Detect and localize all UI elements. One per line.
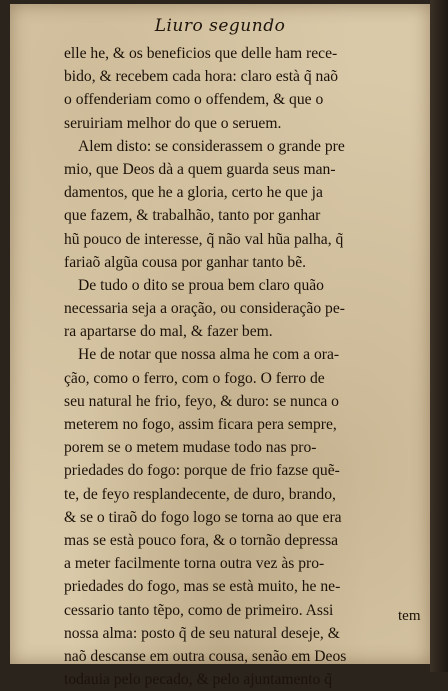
text-line: mas se està pouco fora, & o tornão depressa xyxy=(64,531,339,549)
text-line: meterem no fogo, assim ficara pera sempre, xyxy=(64,416,337,433)
text-line: He de notar que nossa alma he com a ora- xyxy=(78,346,340,364)
running-title: Liuro segundo xyxy=(154,16,286,36)
text-line: hũ pouco de interesse, q̃ não val hũa palha, q̃ xyxy=(64,230,344,248)
text-line: ra apartarse do mal, & fazer bem. xyxy=(64,323,273,341)
page-text xyxy=(64,42,434,691)
text-line: ção, como o ferro, com o fogo. O ferro de xyxy=(64,369,325,387)
text-line: damentos, que he a gloria, certo he que ja xyxy=(64,184,323,202)
book-page xyxy=(10,4,430,689)
text-line: nossa alma: posto q̃ de seu natural deseje, & xyxy=(64,624,340,642)
text-line: mio, que Deos dà a quem guarda seus man- xyxy=(64,160,336,178)
text-line: De tudo o dito se proua bem claro quão xyxy=(78,276,324,294)
text-line: porem se o metem mudase todo nas pro- xyxy=(64,439,317,457)
text-line: a meter facilmente torna outra vez às pro- xyxy=(64,555,325,573)
text-line: cessario tanto tẽpo, como de primeiro. Assi xyxy=(64,601,334,619)
text-line: que fazem, & trabalhão, tanto por ganhar xyxy=(64,207,321,225)
catchword: tem xyxy=(398,608,421,624)
text-line: todauia pelo pecado, & pelo ajuntamento q̃ xyxy=(64,671,333,689)
text-line: fariaõ algũa cousa por ganhar tanto bẽ. xyxy=(64,253,307,271)
text-line: elle he, & os beneficios que delle ham rece- xyxy=(64,45,338,62)
text-line: bido, & recebem cada hora: claro està q̃ naõ xyxy=(64,68,339,86)
text-line: Alem disto: se considerassem o grande pre xyxy=(78,137,345,155)
text-line: priedades do fogo, mas se està muito, he ne- xyxy=(64,578,341,596)
text-line: seruiriam melhor do que o seruem. xyxy=(64,114,282,132)
text-line: o offenderiam como o offendem, & que o xyxy=(64,91,324,109)
text-line: & se o tiraõ do fogo logo se torna ao que era xyxy=(64,508,342,526)
text-line: necessaria seja a oração, ou consideração pe- xyxy=(64,300,345,318)
text-line: seu natural he frio, feyo, & duro: se nunca o xyxy=(64,392,339,410)
text-line: naõ descanse em outra cousa, senão em Deos xyxy=(64,647,347,665)
text-line: te, de feyo resplandecente, de duro, brando, xyxy=(64,485,336,503)
text-line: priedades do fogo: porque de frio fazse quẽ- xyxy=(64,462,340,480)
